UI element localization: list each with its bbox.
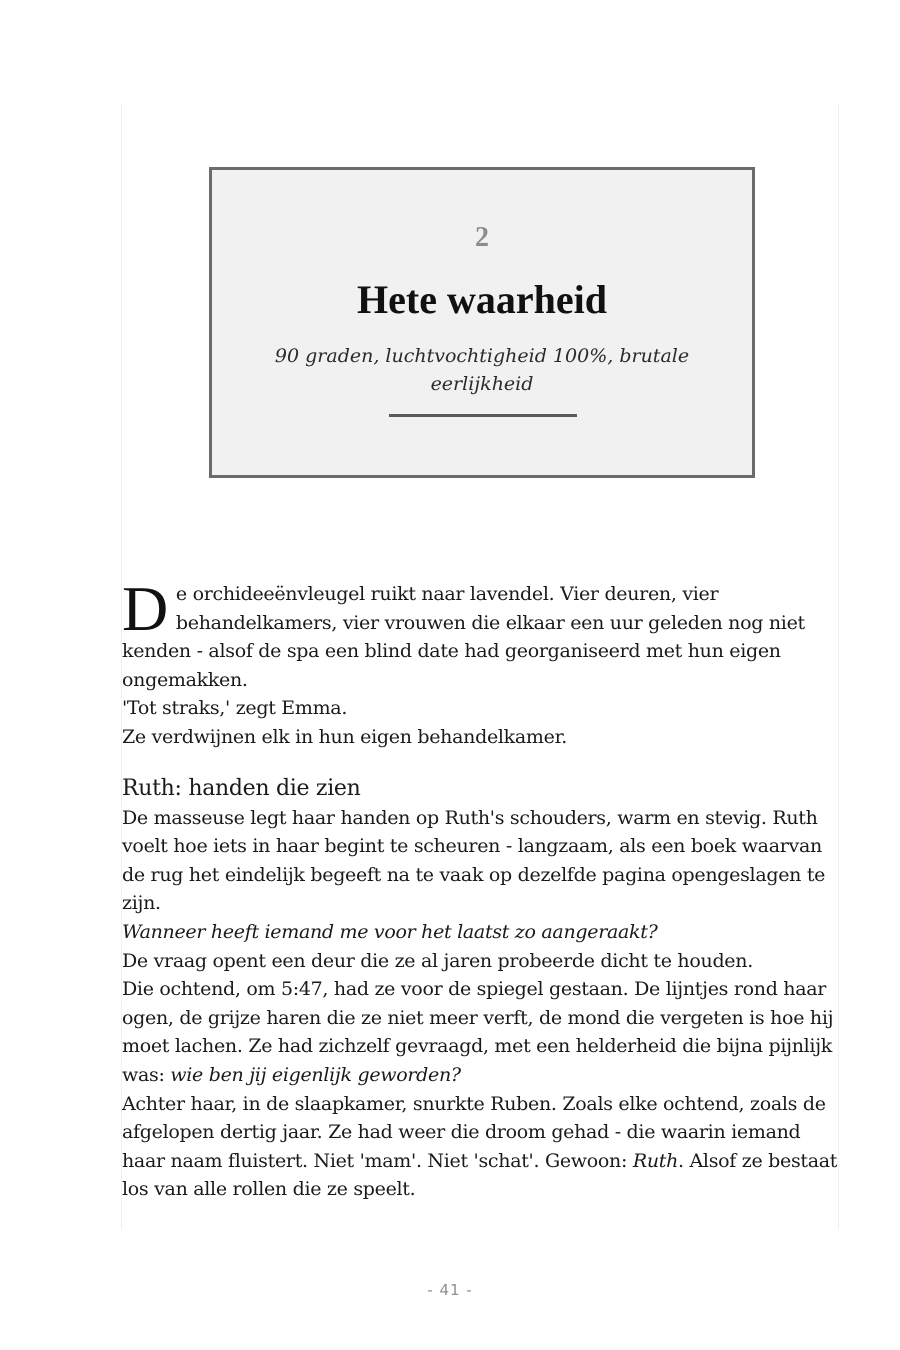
body-paragraph: De vraag opent een deur die ze al jaren probeerde dicht te houden.	[122, 949, 753, 972]
body-paragraph	[122, 1090, 838, 1204]
intro-paragraph	[122, 573, 838, 694]
chapter-body	[122, 573, 838, 1204]
chapter-number: 2	[475, 222, 489, 253]
body-text: Die ochtend, om 5:47, had ze voor de spiegel gestaan. De lijntjes rond haar ogen, de grijze haren die ze niet meer verft, de mond die vergeten is hoe hij moet lachen. Ze had zichzelf gevraagd, met een helderheid die bijna pijnlijk was:	[122, 978, 834, 1086]
page-number: - 41 -	[427, 1281, 473, 1299]
drop-cap: D	[122, 573, 168, 644]
chapter-divider	[389, 414, 577, 417]
body-paragraph: Ze verdwijnen elk in hun eigen behandelkamer.	[122, 725, 568, 748]
chapter-title: Hete waarheid	[357, 277, 607, 322]
page-content	[121, 104, 839, 1230]
chapter-subtitle: 90 graden, luchtvochtigheid 100%, brutale eerlijkheid	[274, 345, 690, 395]
body-paragraph: De masseuse legt haar handen op Ruth's schouders, warm en stevig. Ruth voelt hoe iets in haar begint te scheuren - langzaam, als een boek waarvan de rug het eindelijk begeeft na te vaak op dezelfde pagina opengeslagen te zijn.	[122, 806, 826, 915]
emphasized-name: Ruth	[632, 1149, 679, 1172]
intro-text: e orchideeënvleugel ruikt naar lavendel. Vier deuren, vier behandelkamers, vier vrouwen die elkaar een uur geleden nog niet kenden - alsof de spa een blind date had georganiseerd met hun eigen ongemakken.	[122, 583, 805, 691]
body-paragraph	[122, 975, 838, 1089]
section-heading: Ruth: handen die zien	[122, 775, 361, 801]
dialogue-line: 'Tot straks,' zegt Emma.	[122, 697, 348, 720]
inner-thought: Wanneer heeft iemand me voor het laatst zo aangeraakt?	[122, 920, 658, 943]
body-text: Achter haar, in de slaapkamer, snurkte Ruben. Zoals elke ochtend, zoals de afgelopen dertig jaar. Ze had weer die droom gehad - die waarin iemand haar naam fluistert. Niet 'mam'. Niet 'schat'. Gewoon:	[122, 1092, 826, 1172]
body-text: . Alsof ze bestaat los van alle rollen die ze speelt.	[122, 1149, 838, 1201]
inner-thought: wie ben jij eigenlijk geworden?	[170, 1063, 461, 1086]
chapter-header-box	[209, 167, 755, 478]
